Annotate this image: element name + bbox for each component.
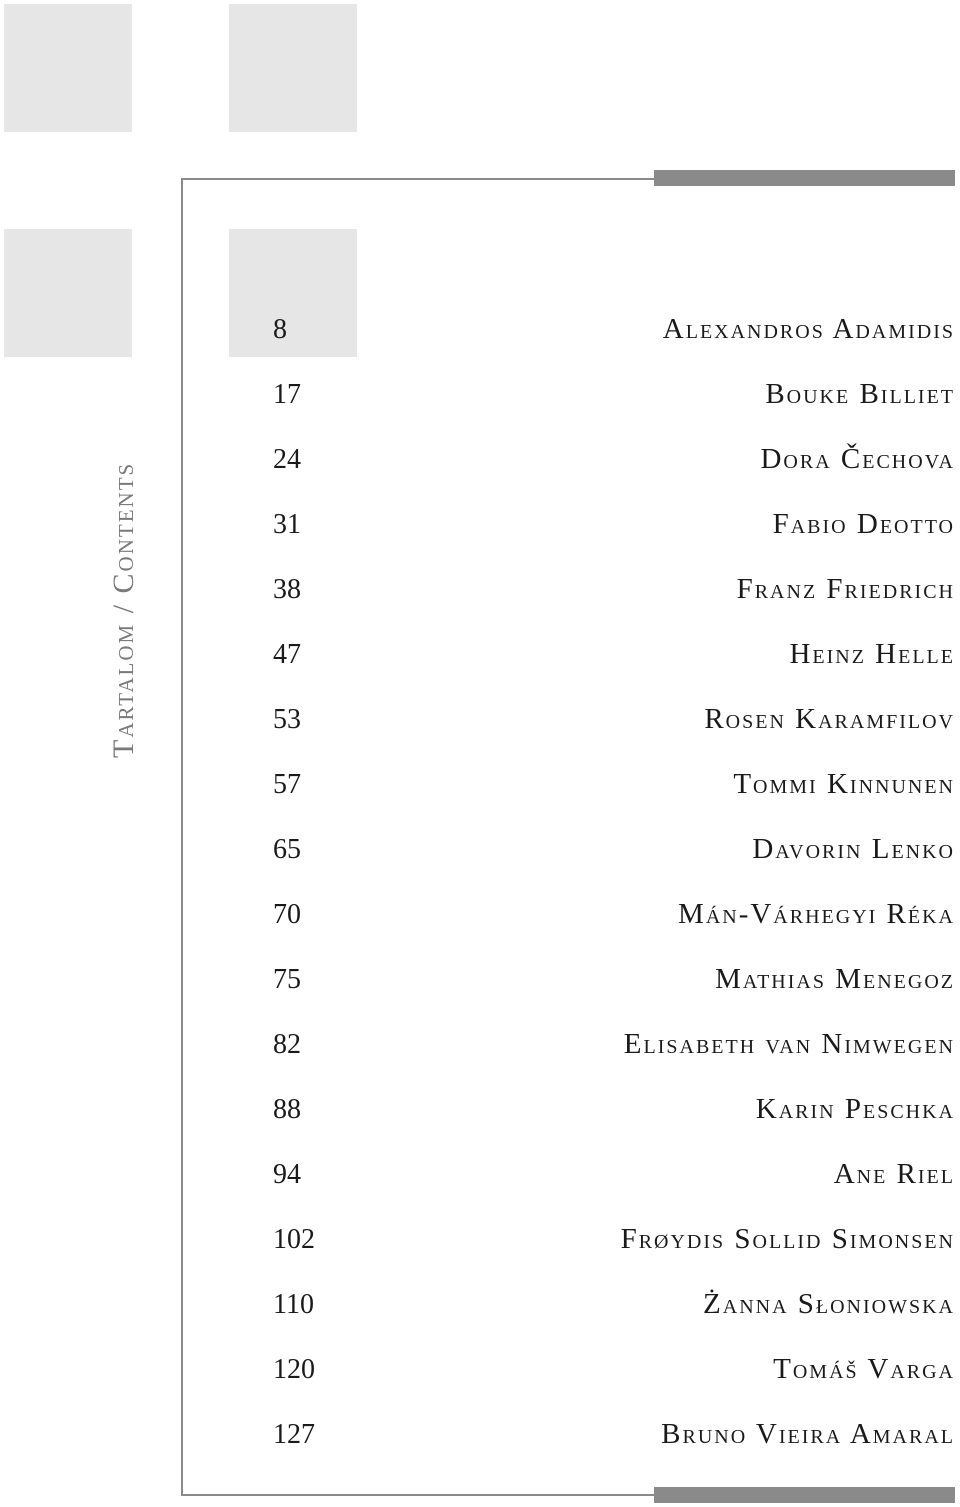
toc-entry[interactable] [273,762,955,827]
toc-entry[interactable] [273,1022,955,1087]
frame-bottom-bar [654,1487,955,1503]
author-name: Bruno Vieira Amaral [661,1418,955,1450]
author-name: Davorin Lenko [752,833,955,865]
toc-entry[interactable] [273,502,955,567]
toc-entry[interactable] [273,1347,955,1412]
author-name: Ane Riel [833,1158,955,1190]
toc-entry[interactable] [273,307,955,372]
author-name: Tommi Kinnunen [733,768,955,800]
page-number: 65 [273,834,301,865]
author-name: Dora Čechova [760,443,955,475]
page-number: 110 [273,1289,314,1320]
author-name: Mán-Várhegyi Réka [678,898,955,930]
page-number: 94 [273,1159,301,1190]
page-number: 57 [273,769,301,800]
author-name: Karin Peschka [755,1093,955,1125]
author-name: Frøydis Sollid Simonsen [620,1223,955,1255]
toc-entry[interactable] [273,1087,955,1152]
toc-entry[interactable] [273,1217,955,1282]
toc-entry[interactable] [273,957,955,1022]
frame-top-line [181,178,655,180]
toc-entry[interactable] [273,1412,955,1477]
toc-entry[interactable] [273,567,955,632]
author-name: Bouke Billiet [765,378,955,410]
frame-bottom-line [181,1494,655,1496]
author-name: Żanna Słoniowska [703,1288,955,1320]
toc-entry[interactable] [273,697,955,762]
page-number: 127 [273,1419,315,1450]
toc-entry[interactable] [273,892,955,957]
author-name: Heinz Helle [789,638,955,670]
toc-entry[interactable] [273,1282,955,1347]
page-number: 75 [273,964,301,995]
contents-title: Tartalom / Contents [107,461,140,758]
table-of-contents [273,307,955,1477]
page-number: 47 [273,639,301,670]
author-name: Fabio Deotto [772,508,955,540]
toc-entry[interactable] [273,632,955,697]
page-number: 120 [273,1354,315,1385]
page-number: 53 [273,704,301,735]
frame-left-line [181,178,183,1496]
toc-entry[interactable] [273,372,955,437]
frame-top-bar [654,170,955,186]
page-number: 31 [273,509,301,540]
decor-square-mid-left [4,229,132,357]
page-number: 24 [273,444,301,475]
page-number: 38 [273,574,301,605]
author-name: Mathias Menegoz [715,963,955,995]
page-number: 17 [273,379,301,410]
page-number: 8 [273,314,287,345]
page-number: 70 [273,899,301,930]
author-name: Rosen Karamfilov [704,703,955,735]
decor-square-top-left [4,4,132,132]
author-name: Alexandros Adamidis [662,313,955,345]
page-number: 102 [273,1224,315,1255]
toc-entry[interactable] [273,1152,955,1217]
author-name: Tomáš Varga [773,1353,955,1385]
author-name: Elisabeth van Nimwegen [623,1028,955,1060]
page-number: 88 [273,1094,301,1125]
author-name: Franz Friedrich [736,573,955,605]
page-number: 82 [273,1029,301,1060]
toc-entry[interactable] [273,827,955,892]
toc-entry[interactable] [273,437,955,502]
decor-square-top-right [229,4,357,132]
